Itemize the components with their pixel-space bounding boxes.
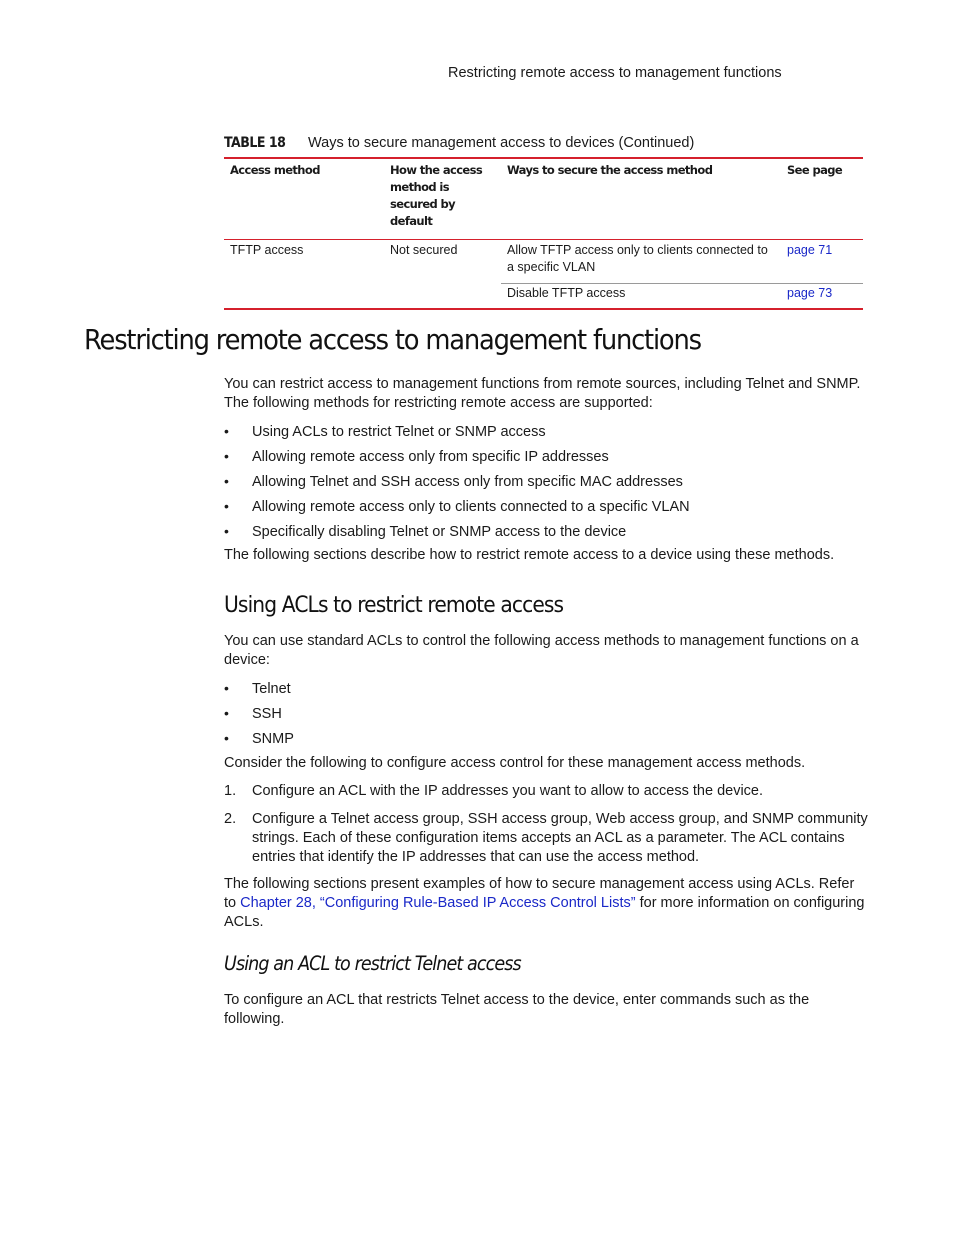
step-text: Configure a Telnet access group, SSH access group, Web access group, and SNMP community strings. Each of these configuration items accepts an ACL as a parameter. The ACL contains entries that identify the IP addresses that can use the access method. [252, 811, 868, 865]
table-label: TABLE 18 [224, 135, 286, 151]
access-methods-table [224, 157, 863, 310]
table-header-cell: Access method [224, 158, 384, 240]
numbered-step [224, 810, 870, 867]
table-cell-method: TFTP access [230, 243, 304, 257]
numbered-step [224, 782, 870, 801]
list-item: • Telnet [224, 680, 291, 697]
table-cell-page[interactable] [781, 284, 863, 310]
table-row [224, 240, 863, 284]
table-caption-text: Ways to secure management access to devices (Continued) [308, 135, 695, 151]
methods-outro: The following sections describe how to restrict remote access to a device using these methods. [224, 547, 835, 563]
bullet-icon: • [224, 523, 229, 539]
telnet-paragraph: To configure an ACL that restricts Telnet access to the device, enter commands such as the following. [224, 992, 810, 1027]
list-item: • Specifically disabling Telnet or SNMP access to the device [224, 523, 627, 540]
bullet-icon: • [224, 705, 229, 721]
bullet-icon: • [224, 680, 229, 696]
table-header-cell: Ways to secure the access method [501, 158, 781, 240]
page-link[interactable]: page 71 [787, 243, 833, 257]
table-cell-way: Allow TFTP access only to clients connected to a specific VLAN [507, 243, 768, 274]
chapter-link[interactable]: Chapter 28, “Configuring Rule-Based IP Access Control Lists” [240, 895, 636, 911]
step-number: 2. [224, 811, 237, 827]
table-cell-page[interactable] [781, 240, 863, 284]
section-heading: Restricting remote access to management functions [84, 323, 701, 356]
bullet-icon: • [224, 423, 229, 439]
table-header-cell: See page [781, 158, 863, 240]
table-header-cell: How the access method is secured by default [384, 158, 501, 240]
list-item: • SSH [224, 705, 282, 722]
bullet-icon: • [224, 498, 229, 514]
running-header: Restricting remote access to management functions [448, 65, 782, 81]
sub-subsection-heading: Using an ACL to restrict Telnet access [224, 952, 521, 975]
list-item: • Allowing remote access only to clients connected to a specific VLAN [224, 498, 690, 515]
consider-paragraph: Consider the following to configure access control for these management access methods. [224, 755, 806, 771]
list-item: • Allowing remote access only from specific IP addresses [224, 448, 609, 465]
acl-intro-paragraph: You can use standard ACLs to control the following access methods to management functions on a device: [224, 633, 859, 668]
step-text: Configure an ACL with the IP addresses you want to allow to access the device. [252, 783, 764, 799]
table-caption [224, 135, 863, 151]
bullet-icon: • [224, 730, 229, 746]
table-cell-way: Disable TFTP access [501, 284, 781, 310]
page-link[interactable]: page 73 [787, 286, 833, 300]
table-cell-default: Not secured [390, 243, 458, 257]
bullet-icon: • [224, 448, 229, 464]
list-item: • Allowing Telnet and SSH access only from specific MAC addresses [224, 473, 683, 490]
subsection-heading: Using ACLs to restrict remote access [224, 592, 564, 618]
list-item: • SNMP [224, 730, 294, 747]
step-number: 1. [224, 783, 237, 799]
examples-paragraph: The following sections present examples of how to secure management access using ACLs. Refer to Chapter 28, “Configuring Rule-Based IP Access Control Lists” for more information on configuring ACLs. [224, 876, 865, 930]
intro-paragraph: You can restrict access to management functions from remote sources, including Telnet and SNMP. The following methods for restricting remote access are supported: [224, 376, 861, 411]
list-item: • Using ACLs to restrict Telnet or SNMP access [224, 423, 546, 440]
bullet-icon: • [224, 473, 229, 489]
table-header-row [224, 158, 863, 240]
